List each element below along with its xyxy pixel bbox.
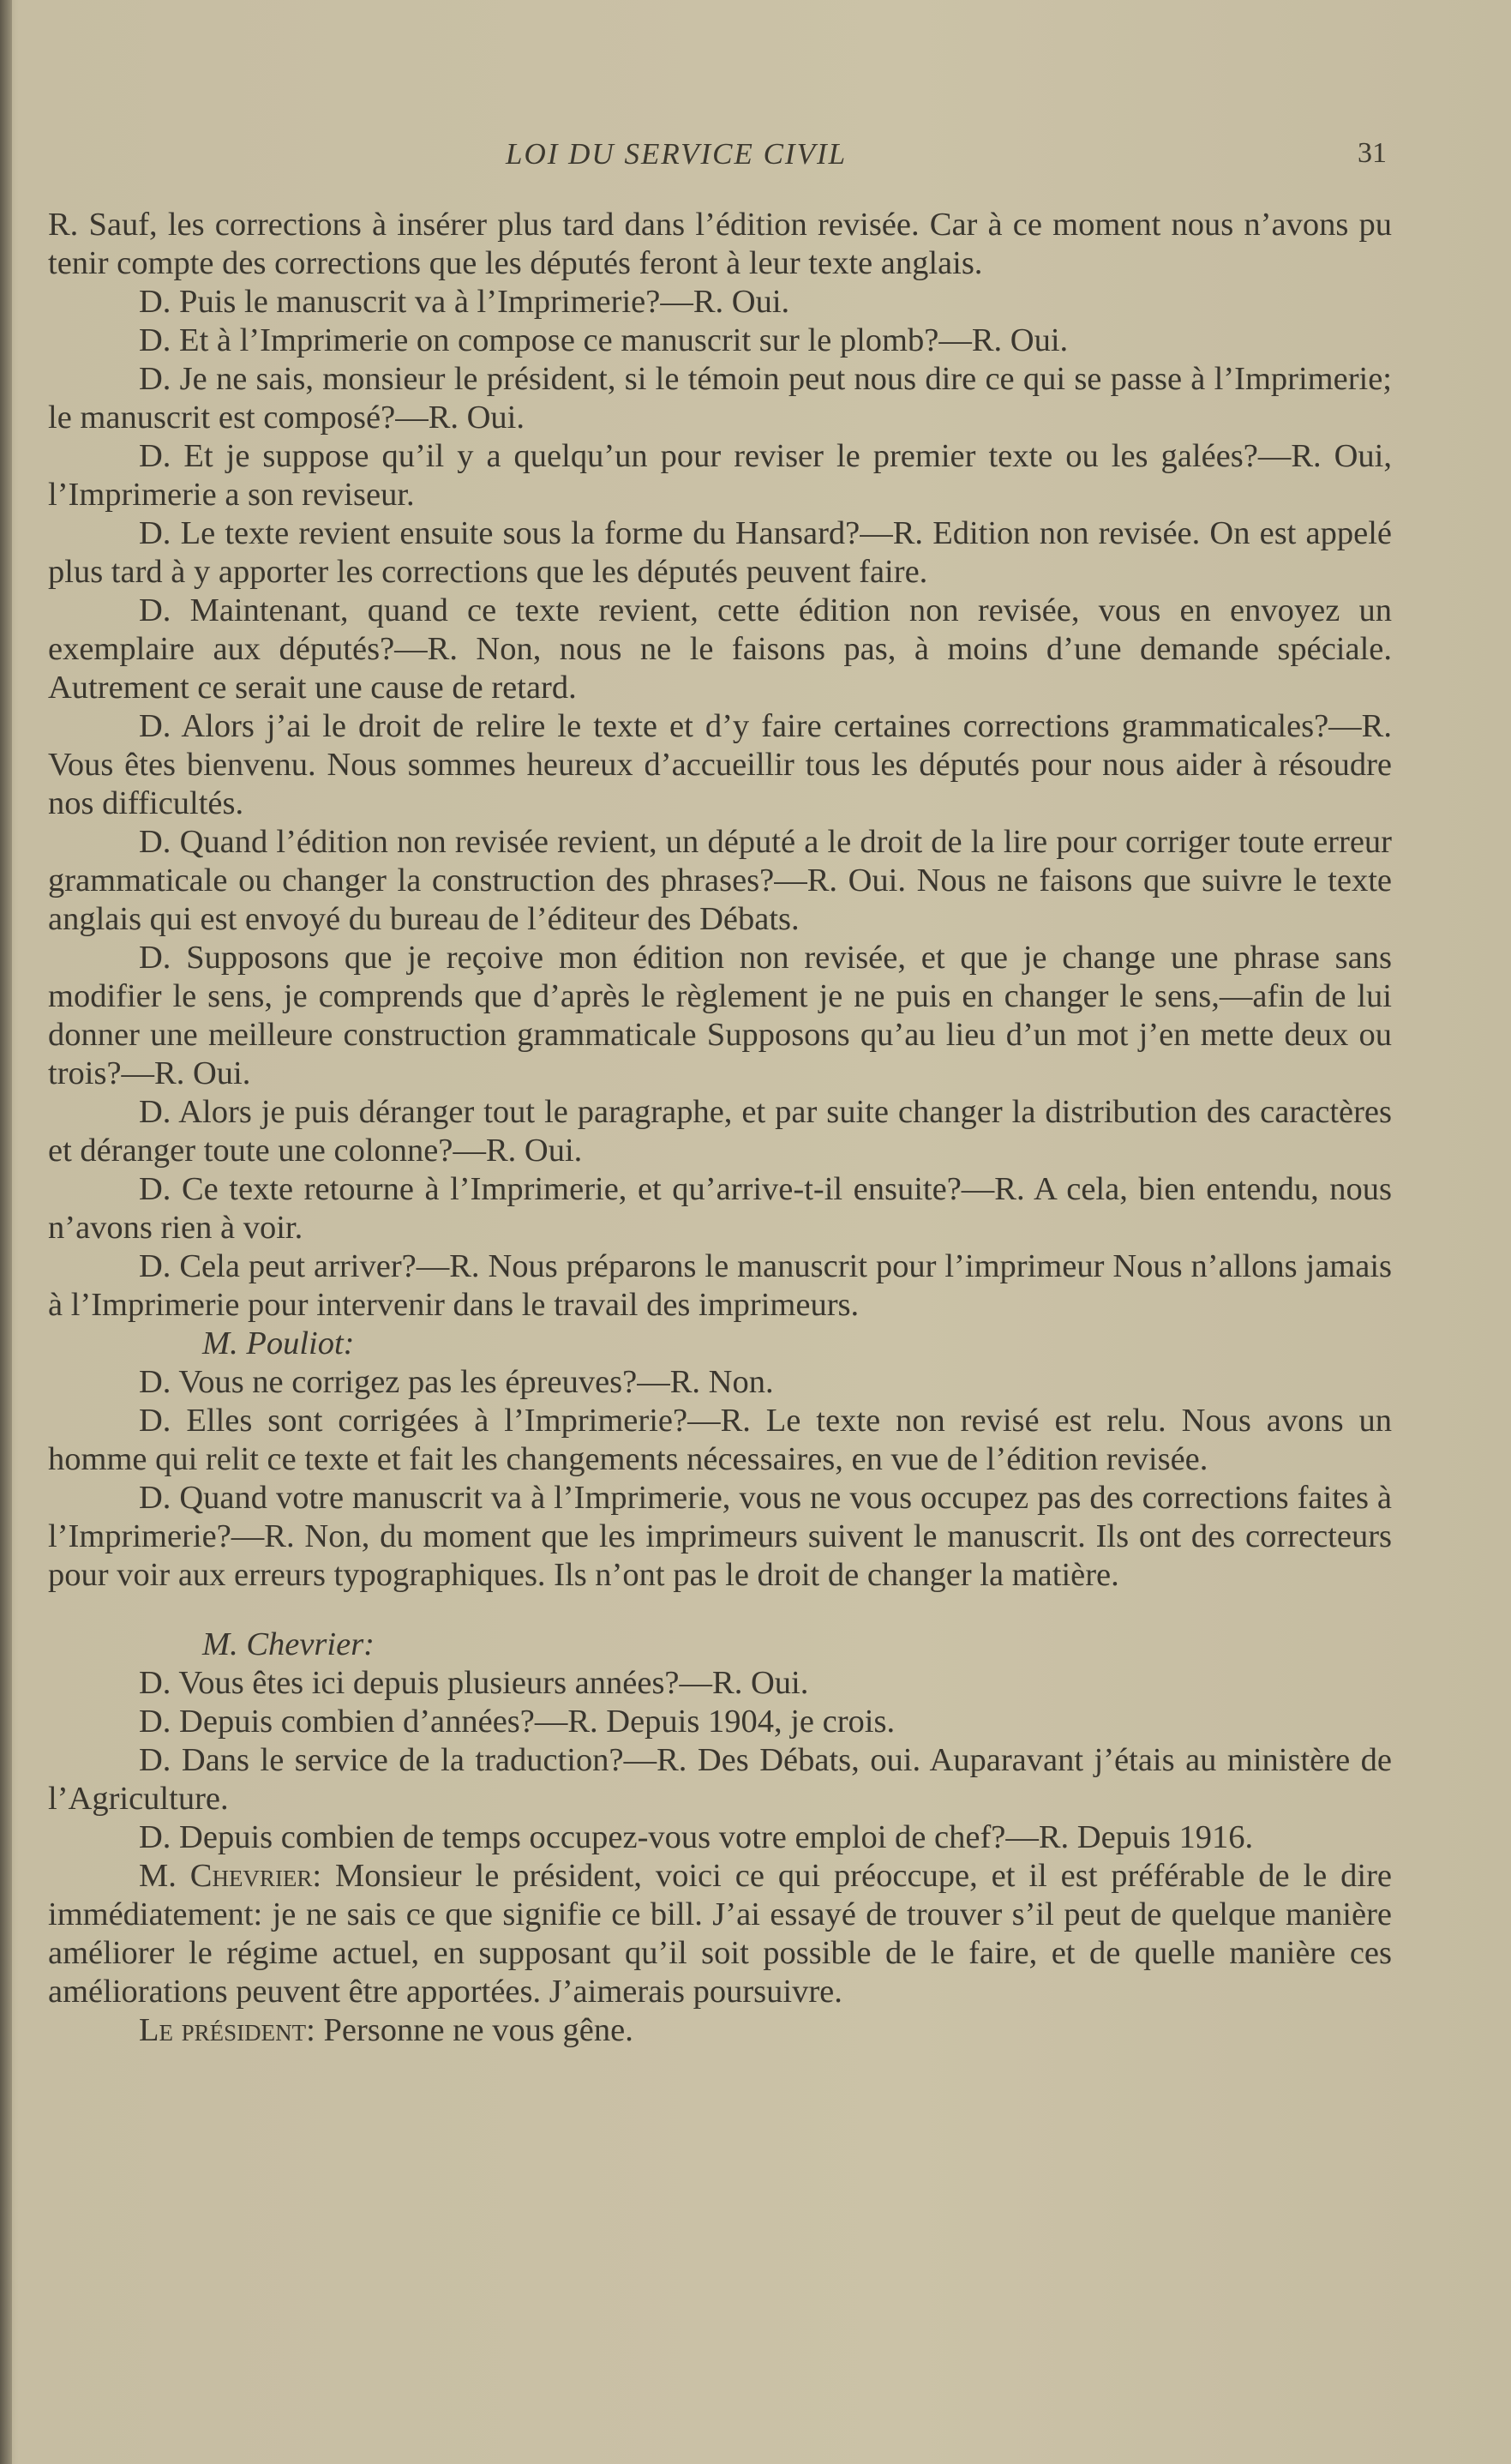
paragraph: D. Quand votre manuscrit va à l’Imprimerie, vous ne vous occupez pas des corrections faites à l’Imprimerie?—R. Non, du moment que les imprimeurs suivent le manuscrit. Ils ont des correcteurs pour voir aux erreurs typographiques. Ils n’ont pas le droit de changer la matière. — [48, 1480, 1392, 1593]
statement-text: Monsieur le président, voici ce qui préoccupe, et il est préférable de le dire immédiatement: je ne sais ce que signifie ce bill. J’ai essayé de trouver s’il peut de quelque manière améliorer le régime actuel, en supposant qu’il soit possible de le faire, et de quelle manière ces améliorations peuvent être apportées. J’aimerais poursuivre. — [48, 1858, 1392, 2010]
paragraph: R. Sauf, les corrections à insérer plus tard dans l’édition revisée. Car à ce moment nous n’avons pu tenir compte des corrections que les députés feront à leur texte anglais. — [48, 207, 1392, 281]
paragraph: D. Cela peut arriver?—R. Nous préparons le manuscrit pour l’imprimeur Nous n’allons jamais à l’Imprimerie pour intervenir dans le travail des imprimeurs. — [48, 1248, 1392, 1323]
statement-text: Personne ne vous gêne. — [323, 2012, 633, 2048]
paragraph: D. Ce texte retourne à l’Imprimerie, et qu’arrive-t-il ensuite?—R. A cela, bien entendu, nous n’avons rien à voir. — [48, 1171, 1392, 1246]
statement-chevrier — [48, 1857, 1392, 2011]
paragraph: D. Le texte revient ensuite sous la forme du Hansard?—R. Edition non revisée. On est appelé plus tard à y apporter les corrections que les députés peuvent faire. — [48, 515, 1392, 590]
paragraph: D. Et à l’Imprimerie on compose ce manuscrit sur le plomb?—R. Oui. — [139, 322, 1069, 358]
paragraph: D. Supposons que je reçoive mon édition non revisée, et que je change une phrase sans modifier le sens, je comprends que d’après le règlement je ne puis en changer le sens,—afin de lui donner une meilleure construction grammaticale Supposons qu’au lieu d’un mot j’en mette deux ou trois?—R. Oui. — [48, 940, 1392, 1091]
paragraph: D. Et je suppose qu’il y a quelqu’un pour reviser le premier texte ou les galées?—R. Oui, l’Imprimerie a son reviseur. — [48, 438, 1392, 513]
speaker-heading-chevrier: M. Chevrier: — [202, 1626, 375, 1662]
paragraph: D. Alors j’ai le droit de relire le texte et d’y faire certaines corrections grammaticales?—R. Vous êtes bienvenu. Nous sommes heureux d’accueillir tous les députés pour nous aider à résoudre nos difficultés. — [48, 708, 1392, 821]
paragraph: D. Depuis combien d’années?—R. Depuis 1904, je crois. — [139, 1704, 896, 1740]
speaker-heading-pouliot: M. Pouliot: — [202, 1325, 355, 1361]
statement-speaker: Le président: — [139, 2012, 315, 2048]
paragraph: D. Depuis combien de temps occupez-vous votre emploi de chef?—R. Depuis 1916. — [139, 1819, 1254, 1855]
page-header — [0, 137, 1511, 175]
paragraph: D. Alors je puis déranger tout le paragraphe, et par suite changer la distribution des caractères et déranger toute une colonne?—R. Oui. — [48, 1094, 1392, 1169]
section-gap — [48, 1595, 1392, 1626]
paragraph: D. Vous êtes ici depuis plusieurs années?—R. Oui. — [139, 1665, 809, 1701]
paragraph: D. Quand l’édition non revisée revient, un député a le droit de la lire pour corriger toute erreur grammaticale ou changer la construction des phrases?—R. Oui. Nous ne faisons que suivre le texte anglais qui est envoyé du bureau de l’éditeur des Débats. — [48, 824, 1392, 937]
page-body — [48, 206, 1392, 2050]
paragraph: D. Maintenant, quand ce texte revient, cette édition non revisée, vous en envoyez un exemplaire aux députés?—R. Non, nous ne le faisons pas, à moins d’une demande spéciale. Autrement ce serait une cause de retard. — [48, 592, 1392, 706]
book-spine-shadow — [0, 0, 12, 2464]
paragraph: D. Je ne sais, monsieur le président, si le témoin peut nous dire ce qui se passe à l’Imprimerie; le manuscrit est composé?—R. Oui. — [48, 361, 1392, 436]
running-title: LOI DU SERVICE CIVIL — [506, 137, 848, 171]
paragraph: D. Vous ne corrigez pas les épreuves?—R. Non. — [139, 1364, 774, 1400]
statement-president — [48, 2011, 1392, 2050]
statement-speaker: M. Chevrier: — [139, 1858, 322, 1894]
page-number: 31 — [1358, 137, 1387, 169]
paragraph: D. Puis le manuscrit va à l’Imprimerie?—R. Oui. — [139, 284, 790, 320]
paragraph: D. Dans le service de la traduction?—R. Des Débats, oui. Auparavant j’étais au ministère de l’Agriculture. — [48, 1742, 1392, 1817]
paragraph: D. Elles sont corrigées à l’Imprimerie?—R. Le texte non revisé est relu. Nous avons un homme qui relit ce texte et fait les changements nécessaires, en vue de l’édition revisée. — [48, 1403, 1392, 1477]
